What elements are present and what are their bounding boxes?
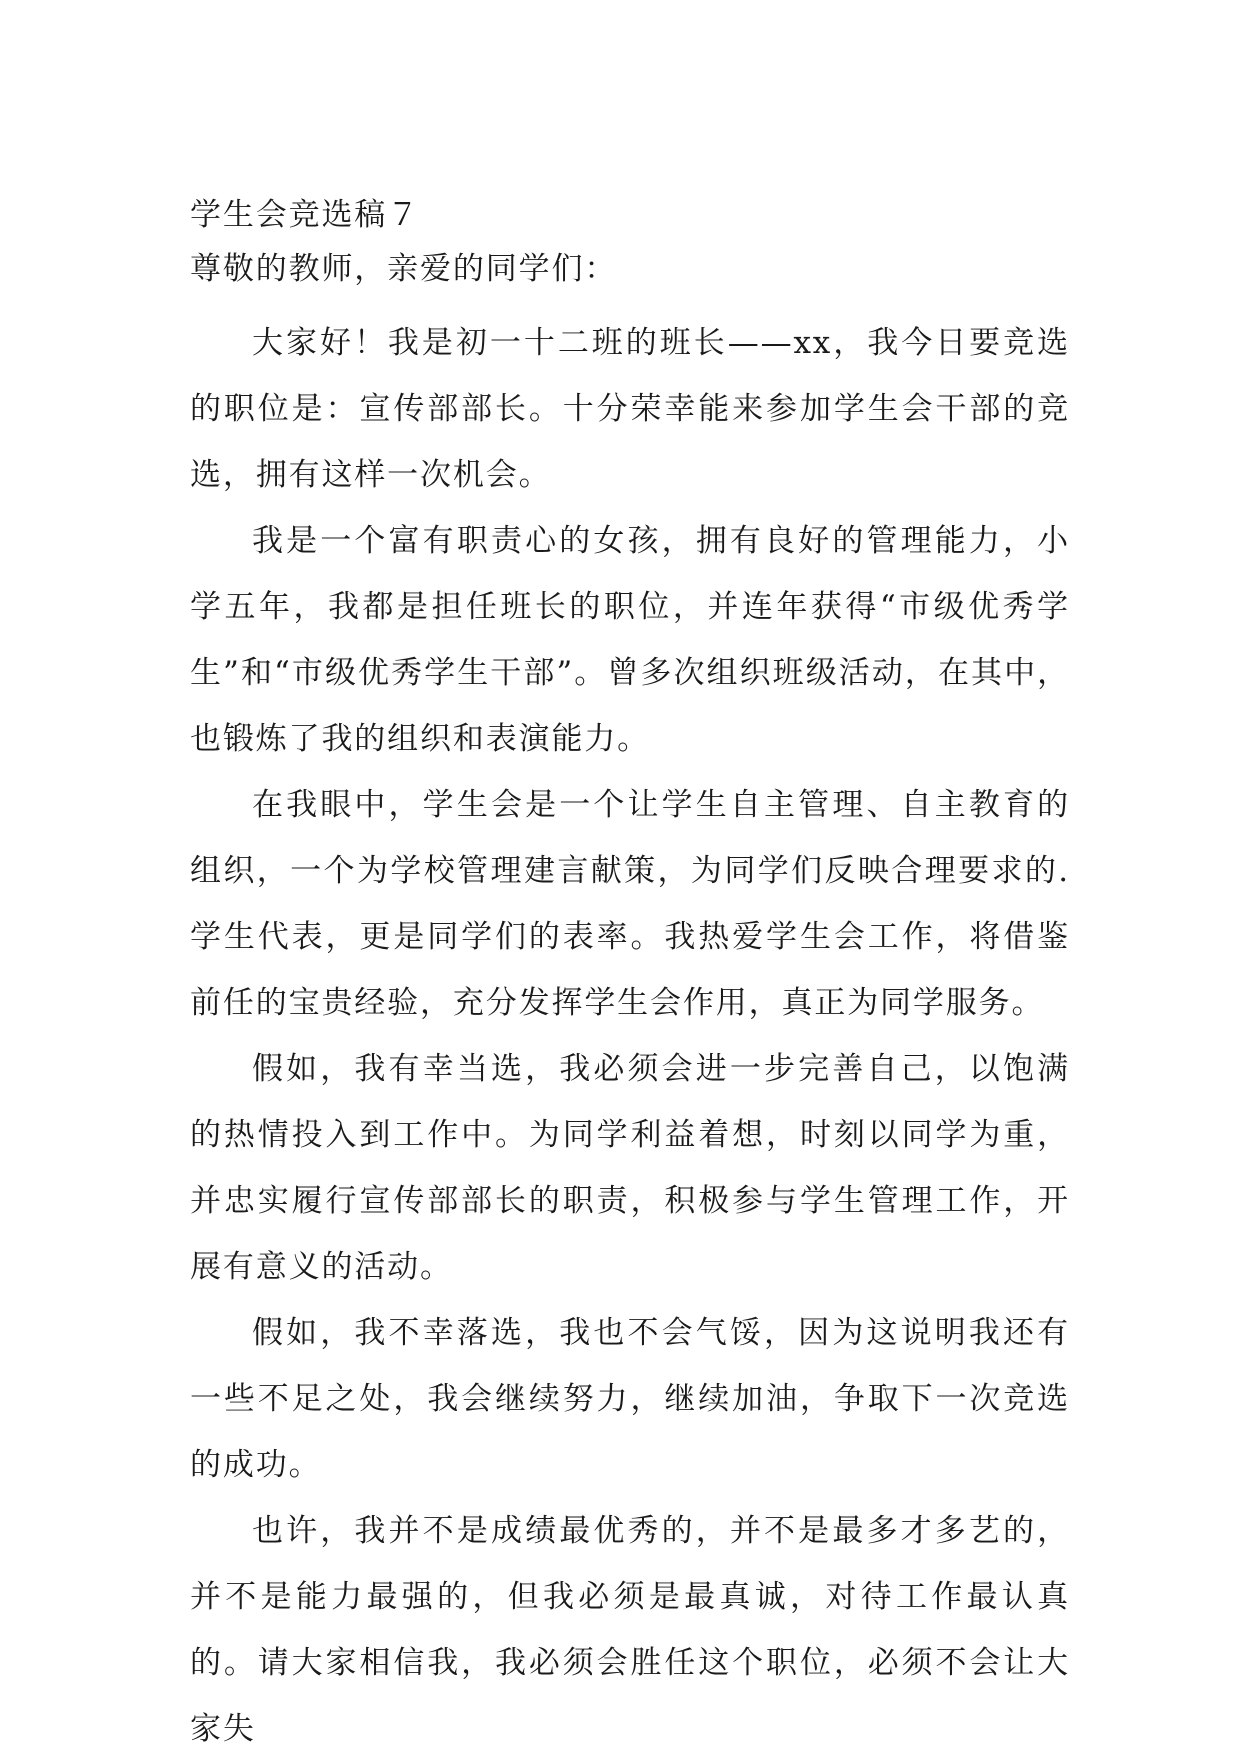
paragraph-background: 我是一个富有职责心的女孩，拥有良好的管理能力，小学五年，我都是担任班长的职位，并连年获得“市级优秀学生”和“市级优秀学生干部”。曾多次组织班级活动，在其中，也锻炼了我的组织和表演能力。 [190, 523, 1070, 757]
salutation: 尊敬的教师，亲爱的同学们： [190, 251, 618, 287]
paragraph-closing: 也许，我并不是成绩最优秀的，并不是最多才多艺的，并不是能力最强的，但我必须是最真诚，对待工作最认真的。请大家相信我，我必须会胜任这个职位，必须不会让大家失 [190, 1513, 1070, 1747]
document-title: 学生会竞选稿７ [190, 197, 421, 233]
paragraph-greeting: 大家好！我是初一十二班的班长——xx，我今日要竞选的职位是：宣传部部长。十分荣幸能来参加学生会干部的竞选，拥有这样一次机会。 [190, 325, 1070, 493]
paragraph-if-elected: 假如，我有幸当选，我必须会进一步完善自己，以饱满的热情投入到工作中。为同学利益着想，时刻以同学为重，并忠实履行宣传部部长的职责，积极参与学生管理工作，开展有意义的活动。 [190, 1051, 1070, 1285]
paragraph-if-not-elected: 假如，我不幸落选，我也不会气馁，因为这说明我还有一些不足之处，我会继续努力，继续加油，争取下一次竞选的成功。 [190, 1315, 1070, 1483]
document-body [190, 188, 1070, 1762]
paragraph-student-union-view: 在我眼中，学生会是一个让学生自主管理、自主教育的组织，一个为学校管理建言献策，为同学们反映合理要求的.学生代表，更是同学们的表率。我热爱学生会工作，将借鉴前任的宝贵经验，充分发挥学生会作用，真正为同学服务。 [190, 787, 1070, 1021]
